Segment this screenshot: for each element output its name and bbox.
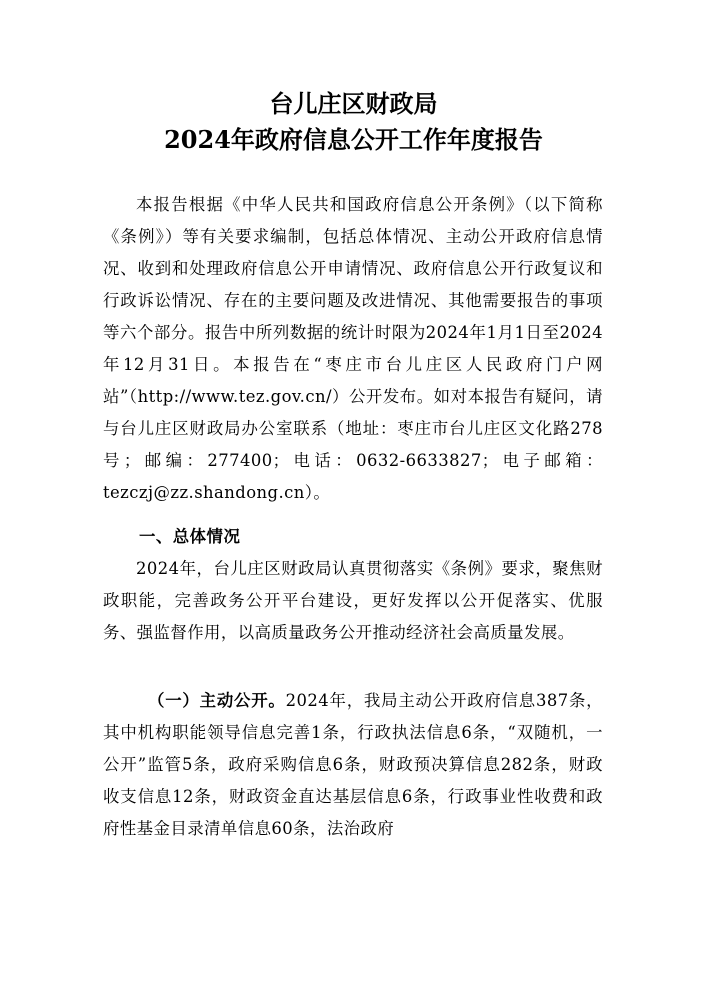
- subsection-text: 2024年，我局主动公开政府信息387条，其中机构职能领导信息完善1条，行政执法信息6条，“双随机，一公开”监管5条，政府采购信息6条，财政预决算信息282条，财政收支信息12条，财政资金直达基层信息6条，行政事业性收费和政府性基金目录清单信息60条，法治政府: [103, 691, 603, 838]
- section-heading-overview: 一、总体情况: [139, 527, 241, 546]
- document-title-line1: 台儿庄区财政局: [269, 89, 438, 118]
- intro-paragraph: 本报告根据《中华人民共和国政府信息公开条例》（以下简称《条例》）等有关要求编制，包括总体情况、主动公开政府信息情况、收到和处理政府信息公开申请情况、政府信息公开行政复议和行政诉讼情况、存在的主要问题及改进情况、其他需要报告的事项等六个部分。报告中所列数据的统计时限为2024年1月1日至2024年12月31日。本报告在“枣庄市台儿庄区人民政府门户网站”（http://www.tez.gov.cn/）公开发布。如对本报告有疑问，请与台儿庄区财政局办公室联系（地址：枣庄市台儿庄区文化路278号；邮编：277400；电话：0632-6633827；电子邮箱：tezczj@zz.shandong.cn）。: [103, 195, 603, 502]
- active-disclosure-paragraph: [103, 685, 603, 845]
- subsection-lead: （一）主动公开。: [148, 691, 286, 710]
- document-title-line2: 2024年政府信息公开工作年度报告: [164, 125, 543, 154]
- overview-section: [103, 553, 603, 649]
- intro-section: [103, 189, 603, 509]
- overview-paragraph: 2024年，台儿庄区财政局认真贯彻落实《条例》要求，聚焦财政职能，完善政务公开平台建设，更好发挥以公开促落实、优服务、强监督作用，以高质量政务公开推动经济社会高质量发展。: [103, 559, 603, 642]
- subsection-active-disclosure: [103, 685, 603, 845]
